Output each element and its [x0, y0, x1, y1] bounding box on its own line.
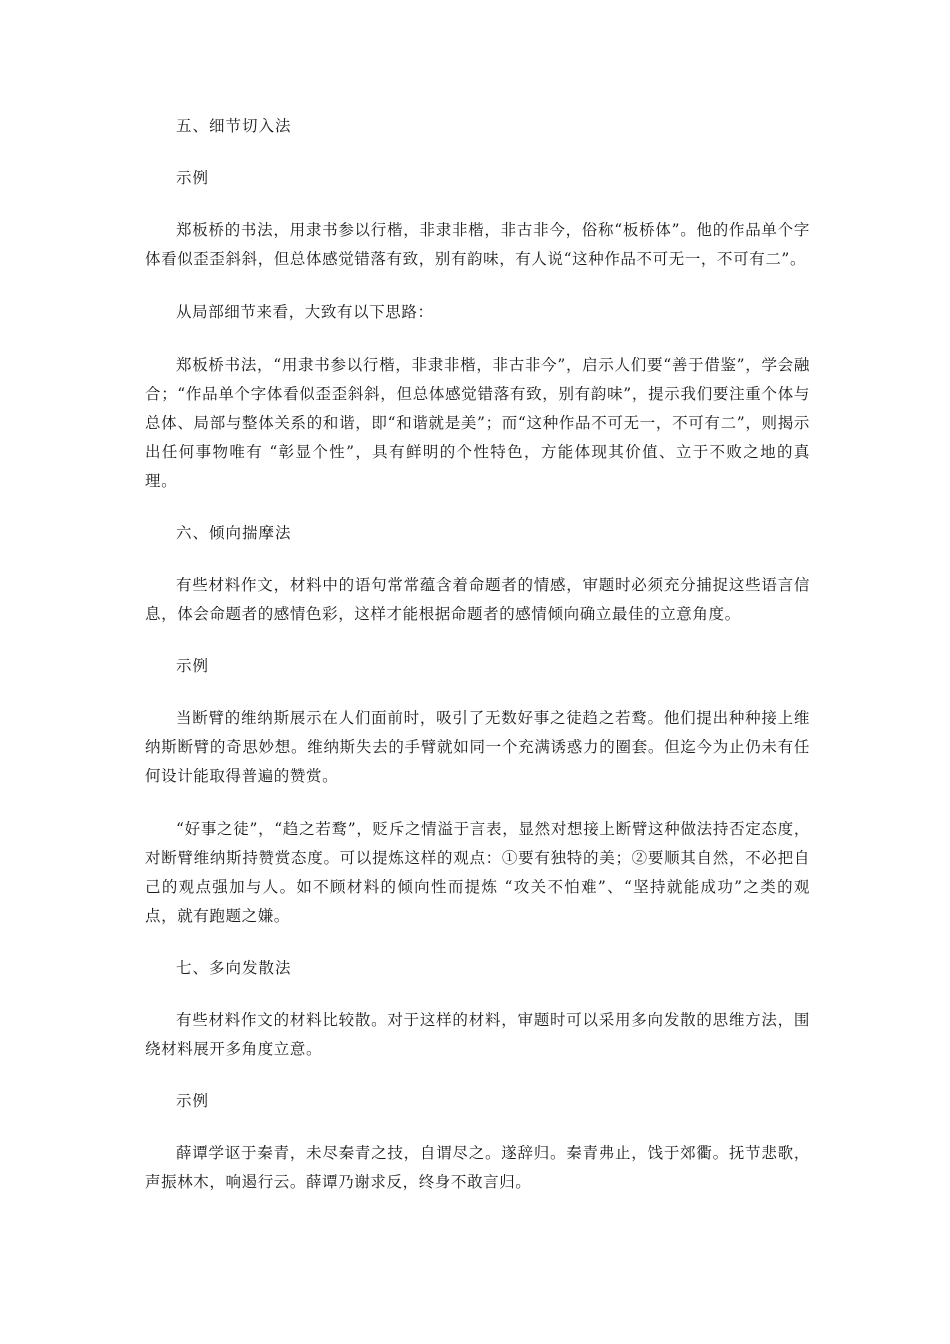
section-heading-6: 六、倾向揣摩法: [176, 524, 292, 542]
paragraph-thinking-intro: 从局部细节来看，大致有以下思路：: [176, 303, 434, 321]
example-label-1: 示例: [176, 169, 210, 187]
paragraph-tendency-method: 有些材料作文，材料中的语句常常蕴含着命题者的情感，审题时必须充分捕捉这些语言信息，体会命题者的感情色彩，这样才能根据命题者的感情倾向确立最佳的立意角度。: [145, 576, 810, 623]
section-heading-7: 七、多向发散法: [176, 959, 292, 977]
section-heading-5: 五、细节切入法: [176, 117, 292, 135]
paragraph-venus-analysis: “好事之徒”，“趋之若鹜”，贬斥之情溢于言表，显然对想接上断臂这种做法持否定态度，对断臂维纳斯持赞赏态度。可以提炼这样的观点：①要有独特的美；②要顺其自然，不必把自己的观点强加与人。如不顾材料的倾向性而提炼 “攻关不怕难”、“坚持就能成功”之类的观点，就有跑题之嫌。: [145, 820, 810, 925]
example-label-2: 示例: [176, 657, 210, 675]
paragraph-divergent-method: 有些材料作文的材料比较散。对于这样的材料，审题时可以采用多向发散的思维方法，围绕材料展开多角度立意。: [145, 1011, 810, 1058]
example-label-3: 示例: [176, 1092, 210, 1110]
paragraph-venus-material: 当断臂的维纳斯展示在人们面前时，吸引了无数好事之徒趋之若鹜。他们提出种种接上维纳斯断臂的奇思妙想。维纳斯失去的手臂就如同一个充满诱惑力的圈套。但迄今为止仍未有任何设计能取得普遍的赞赏。: [145, 709, 810, 785]
paragraph-zheng-banqiao-material: 郑板桥的书法，用隶书参以行楷，非隶非楷，非古非今，俗称“板桥体”。他的作品单个字体看似歪歪斜斜，但总体感觉错落有致，别有韵味，有人说“这种作品不可无一，不可有二”。: [145, 221, 810, 268]
paragraph-xue-tan-material: 薛谭学讴于秦青，未尽秦青之技，自谓尽之。遂辞归。秦青弗止，饯于郊衢。抚节悲歌，声振林木，响遏行云。薛谭乃谢求反，终身不敢言归。: [145, 1144, 810, 1191]
paragraph-zheng-banqiao-analysis: 郑板桥书法，“用隶书参以行楷，非隶非楷，非古非今”，启示人们要“善于借鉴”，学会融合；“作品单个字体看似歪歪斜斜，但总体感觉错落有致，别有韵味”，提示我们要注重个体与总体、局部与整体关系的和谐，即“和谐就是美”；而“这种作品不可无一，不可有二”，则揭示出任何事物唯有 “彰显个性”，具有鲜明的个性特色，方能体现其价值、立于不败之地的真理。: [145, 356, 810, 490]
document-page: [145, 112, 810, 1197]
